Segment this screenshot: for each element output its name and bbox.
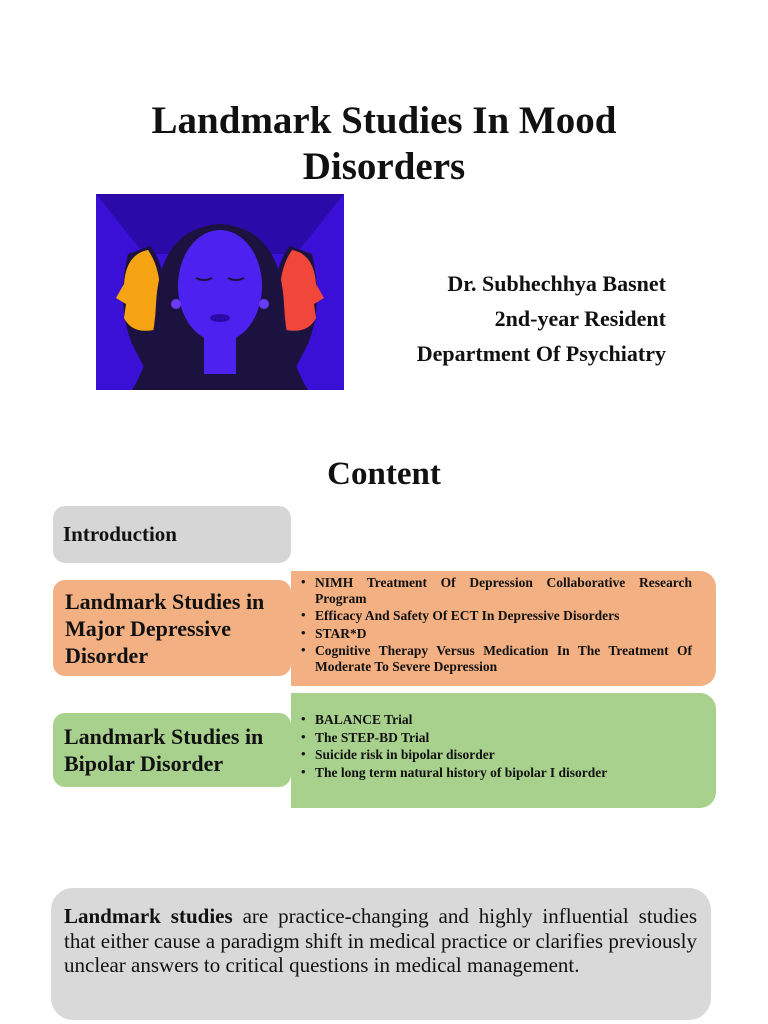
list-item: • Suicide risk in bipolar disorder xyxy=(301,746,495,762)
bipolar-studies-list xyxy=(301,712,692,780)
content-heading: Content xyxy=(327,456,441,492)
list-item: • Cognitive Therapy Versus Medication In The Treatment Of Moderate To Severe Depression xyxy=(301,642,692,674)
bullet-icon: • xyxy=(301,642,306,657)
list-item: • BALANCE Trial xyxy=(301,711,413,727)
three-faces-mood-illustration-icon xyxy=(96,194,344,390)
section-mdd-label: Landmark Studies in Major Depressive Disorder xyxy=(53,580,291,676)
author-department: Department Of Psychiatry xyxy=(416,341,666,366)
bullet-icon: • xyxy=(301,607,306,622)
bullet-icon: • xyxy=(301,711,306,726)
author-role: 2nd-year Resident xyxy=(494,306,666,331)
definition-term: Landmark studies xyxy=(64,904,233,928)
bullet-icon: • xyxy=(301,624,306,640)
title-line-1: Landmark Studies In Mood xyxy=(151,99,617,142)
mdd-studies-list xyxy=(301,575,692,674)
section-introduction: Introduction xyxy=(53,506,291,563)
bullet-icon: • xyxy=(301,574,306,589)
list-item: • STAR*D xyxy=(301,624,367,641)
definition-text: are practice-changing and highly influential studies that either cause a paradigm shift in medical practice or clarifies previously unclear answers to critical questions in medical management. xyxy=(64,904,697,977)
list-item: • NIMH Treatment Of Depression Collaborative Research Program xyxy=(301,574,692,606)
author-name: Dr. Subhechhya Basnet xyxy=(447,271,666,296)
section-bipolar-label: Landmark Studies in Bipolar Disorder xyxy=(53,713,291,787)
list-item: • The STEP-BD Trial xyxy=(301,728,430,745)
bullet-icon: • xyxy=(301,746,306,761)
list-item: • The long term natural history of bipolar I disorder xyxy=(301,763,608,780)
bullet-icon: • xyxy=(301,763,306,779)
document-title xyxy=(0,98,768,190)
mdd-studies-panel xyxy=(291,571,716,686)
title-line-2: Disorders xyxy=(302,145,466,188)
list-item: • Efficacy And Safety Of ECT In Depressive Disorders xyxy=(301,607,620,623)
definition-callout xyxy=(51,888,711,1020)
bipolar-studies-panel xyxy=(291,693,716,808)
bullet-icon: • xyxy=(301,728,306,744)
author-block xyxy=(360,266,666,371)
